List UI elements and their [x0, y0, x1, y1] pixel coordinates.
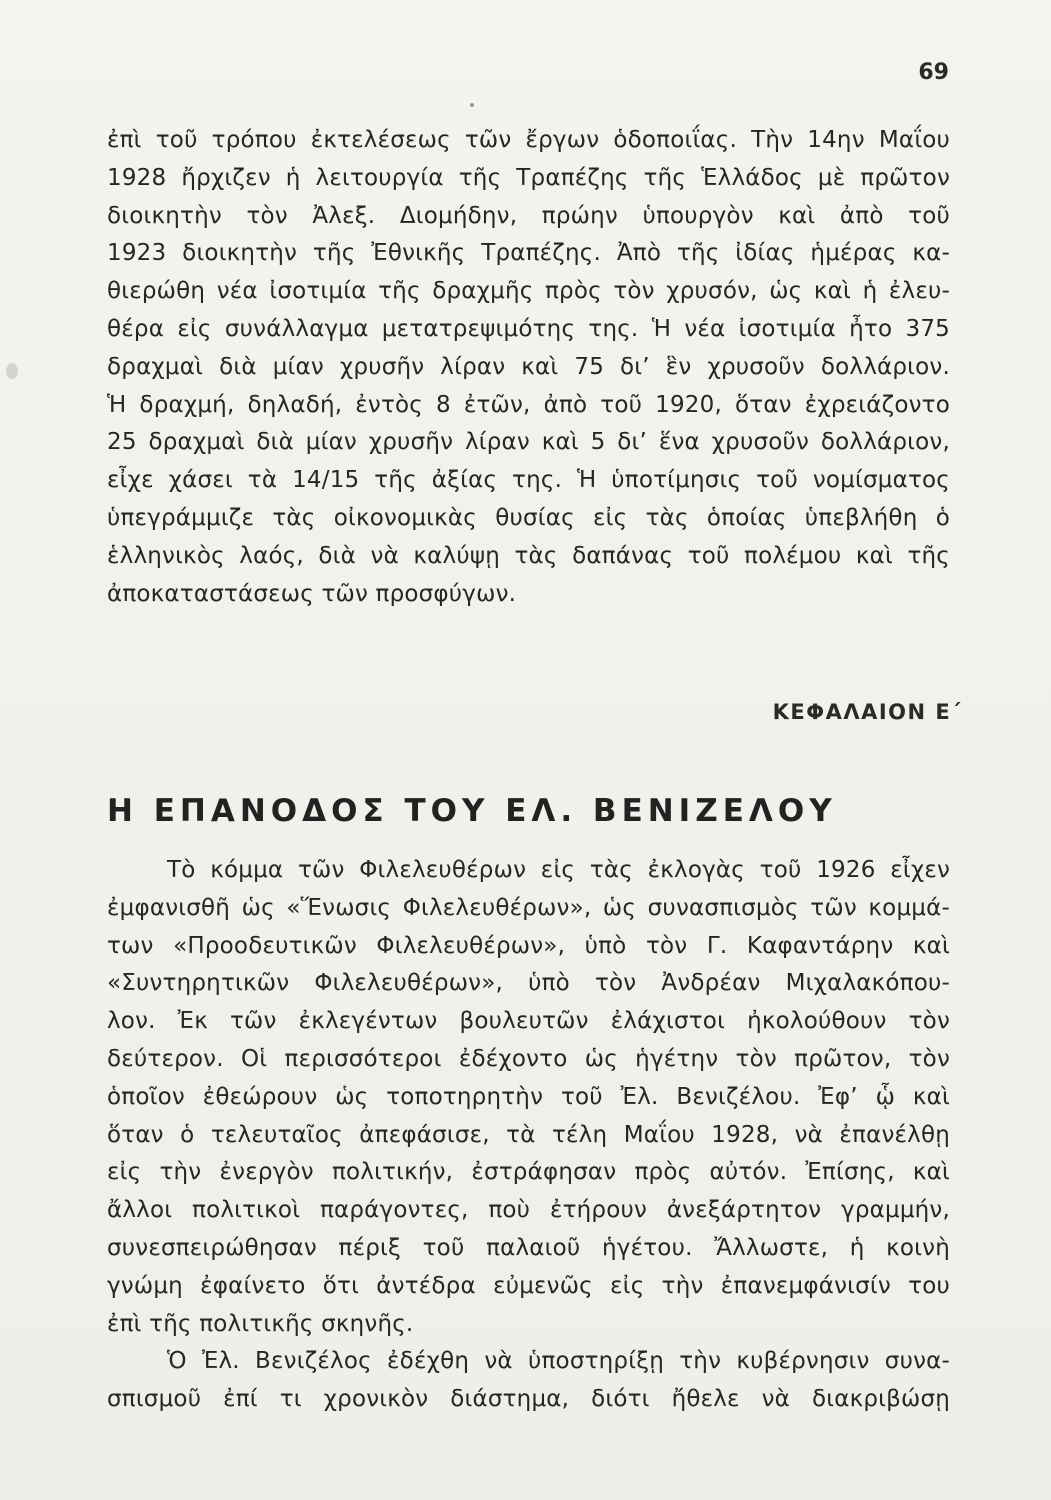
chapter-title: Η ΕΠΑΝΟΔΟΣ ΤΟΥ ΕΛ. ΒΕΝΙΖΕΛΟΥ	[107, 793, 837, 829]
text-line: Ὁ Ἐλ. Βενιζέλος ἐδέχθη νὰ ὑποστηρίξῃ τὴν κυβέρνησιν συνα-	[167, 1348, 950, 1375]
text-line: ἄλλοι πολιτικοὶ παράγοντες, ποὺ ἐτήρουν ἀνεξάρτητον γραμμήν,	[107, 1197, 950, 1224]
text-line: δεύτερον. Οἱ περισσότεροι ἐδέχοντο ὡς ἡγέτην τὸν πρῶτον, τὸν	[107, 1045, 950, 1072]
text-line: ἑλληνικὸς λαός, διὰ νὰ καλύψῃ τὰς δαπάνας τοῦ πολέμου καὶ τῆς	[107, 542, 950, 569]
page-number: 69	[918, 60, 949, 85]
text-line: θιερώθη νέα ἰσοτιμία τῆς δραχμῆς πρὸς τὸν χρυσόν, ὡς καὶ ἡ ἐλευ-	[107, 278, 950, 305]
text-line: 1928 ἤρχιζεν ἡ λειτουργία τῆς Τραπέζης τῆς Ἑλλάδος μὲ πρῶτον	[107, 164, 950, 191]
text-line: ἀποκαταστάσεως τῶν προσφύγων.	[107, 580, 517, 607]
text-line: 1923 διοικητὴν τῆς Ἐθνικῆς Τραπέζης. Ἀπὸ τῆς ἰδίας ἡμέρας κα-	[107, 240, 950, 267]
text-line: των «Προοδευτικῶν Φιλελευθέρων», ὑπὸ τὸν Γ. Καφαντάρην καὶ	[107, 932, 950, 959]
text-line: λον. Ἐκ τῶν ἐκλεγέντων βουλευτῶν ἐλάχιστοι ἠκολούθουν τὸν	[107, 1008, 950, 1035]
text-line: σπισμοῦ ἐπί τι χρονικὸν διάστημα, διότι ἤθελε νὰ διακριβώσῃ	[107, 1386, 950, 1413]
text-line: δραχμαὶ διὰ μίαν χρυσῆν λίραν καὶ 75 δι’ ἓν χρυσοῦν δολλάριον.	[107, 353, 950, 380]
margin-smudge	[6, 363, 18, 379]
text-line: ὑπεγράμμιζε τὰς οἰκονομικὰς θυσίας εἰς τὰς ὁποίας ὑπεβλήθη ὁ	[107, 504, 950, 531]
text-line: διοικητὴν τὸν Ἀλεξ. Διομήδην, πρώην ὑπουργὸν καὶ ἀπὸ τοῦ	[107, 202, 950, 229]
text-line: «Συντηρητικῶν Φιλελευθέρων», ὑπὸ τὸν Ἀνδρέαν Μιχαλακόπου-	[107, 970, 950, 997]
paragraph-1	[107, 122, 950, 613]
body-text	[107, 852, 950, 1419]
text-line: ὅταν ὁ τελευταῖος ἀπεφάσισε, τὰ τέλη Μαΐου 1928, νὰ ἐπανέλθῃ	[107, 1121, 950, 1148]
text-line: συνεσπειρώθησαν πέριξ τοῦ παλαιοῦ ἡγέτου. Ἄλλωστε, ἡ κοινὴ	[107, 1234, 950, 1261]
text-line: θέρα εἰς συνάλλαγμα μετατρεψιμότης της. Ἡ νέα ἰσοτιμία ἦτο 375	[107, 315, 950, 342]
text-line: γνώμη ἐφαίνετο ὅτι ἀντέδρα εὐμενῶς εἰς τὴν ἐπανεμφάνισίν του	[107, 1272, 950, 1299]
ink-speck	[470, 103, 474, 107]
text-line: ἐπὶ τοῦ τρόπου ἐκτελέσεως τῶν ἔργων ὁδοποιΐας. Τὴν 14ην Μαΐου	[107, 127, 950, 153]
text-line: ὁποῖον ἐθεώρουν ὡς τοποτηρητὴν τοῦ Ἐλ. Βενιζέλου. Ἐφ’ ᾧ καὶ	[107, 1083, 950, 1110]
text-line: Ἡ δραχμή, δηλαδή, ἐντὸς 8 ἐτῶν, ἀπὸ τοῦ 1920, ὅταν ἐχρειάζοντο	[107, 391, 950, 418]
text-line: ἐπὶ τῆς πολιτικῆς σκηνῆς.	[107, 1310, 414, 1337]
chapter-label: ΚΕΦΑΛΑΙΟΝ Ε΄	[772, 700, 962, 724]
text-line: 25 δραχμαὶ διὰ μίαν χρυσῆν λίραν καὶ 5 δι’ ἕνα χρυσοῦν δολλάριον,	[107, 429, 950, 456]
text-line: εἶχε χάσει τὰ 14/15 τῆς ἀξίας της. Ἡ ὑποτίμησις τοῦ νομίσματος	[107, 467, 950, 494]
text-line: ἐμφανισθῆ ὡς «Ἕνωσις Φιλελευθέρων», ὡς συνασπισμὸς τῶν κομμά-	[107, 894, 950, 921]
text-line: Τὸ κόμμα τῶν Φιλελευθέρων εἰς τὰς ἐκλογὰς τοῦ 1926 εἶχεν	[167, 857, 950, 883]
text-line: εἰς τὴν ἐνεργὸν πολιτικήν, ἐστράφησαν πρὸς αὐτόν. Ἐπίσης, καὶ	[107, 1159, 950, 1186]
